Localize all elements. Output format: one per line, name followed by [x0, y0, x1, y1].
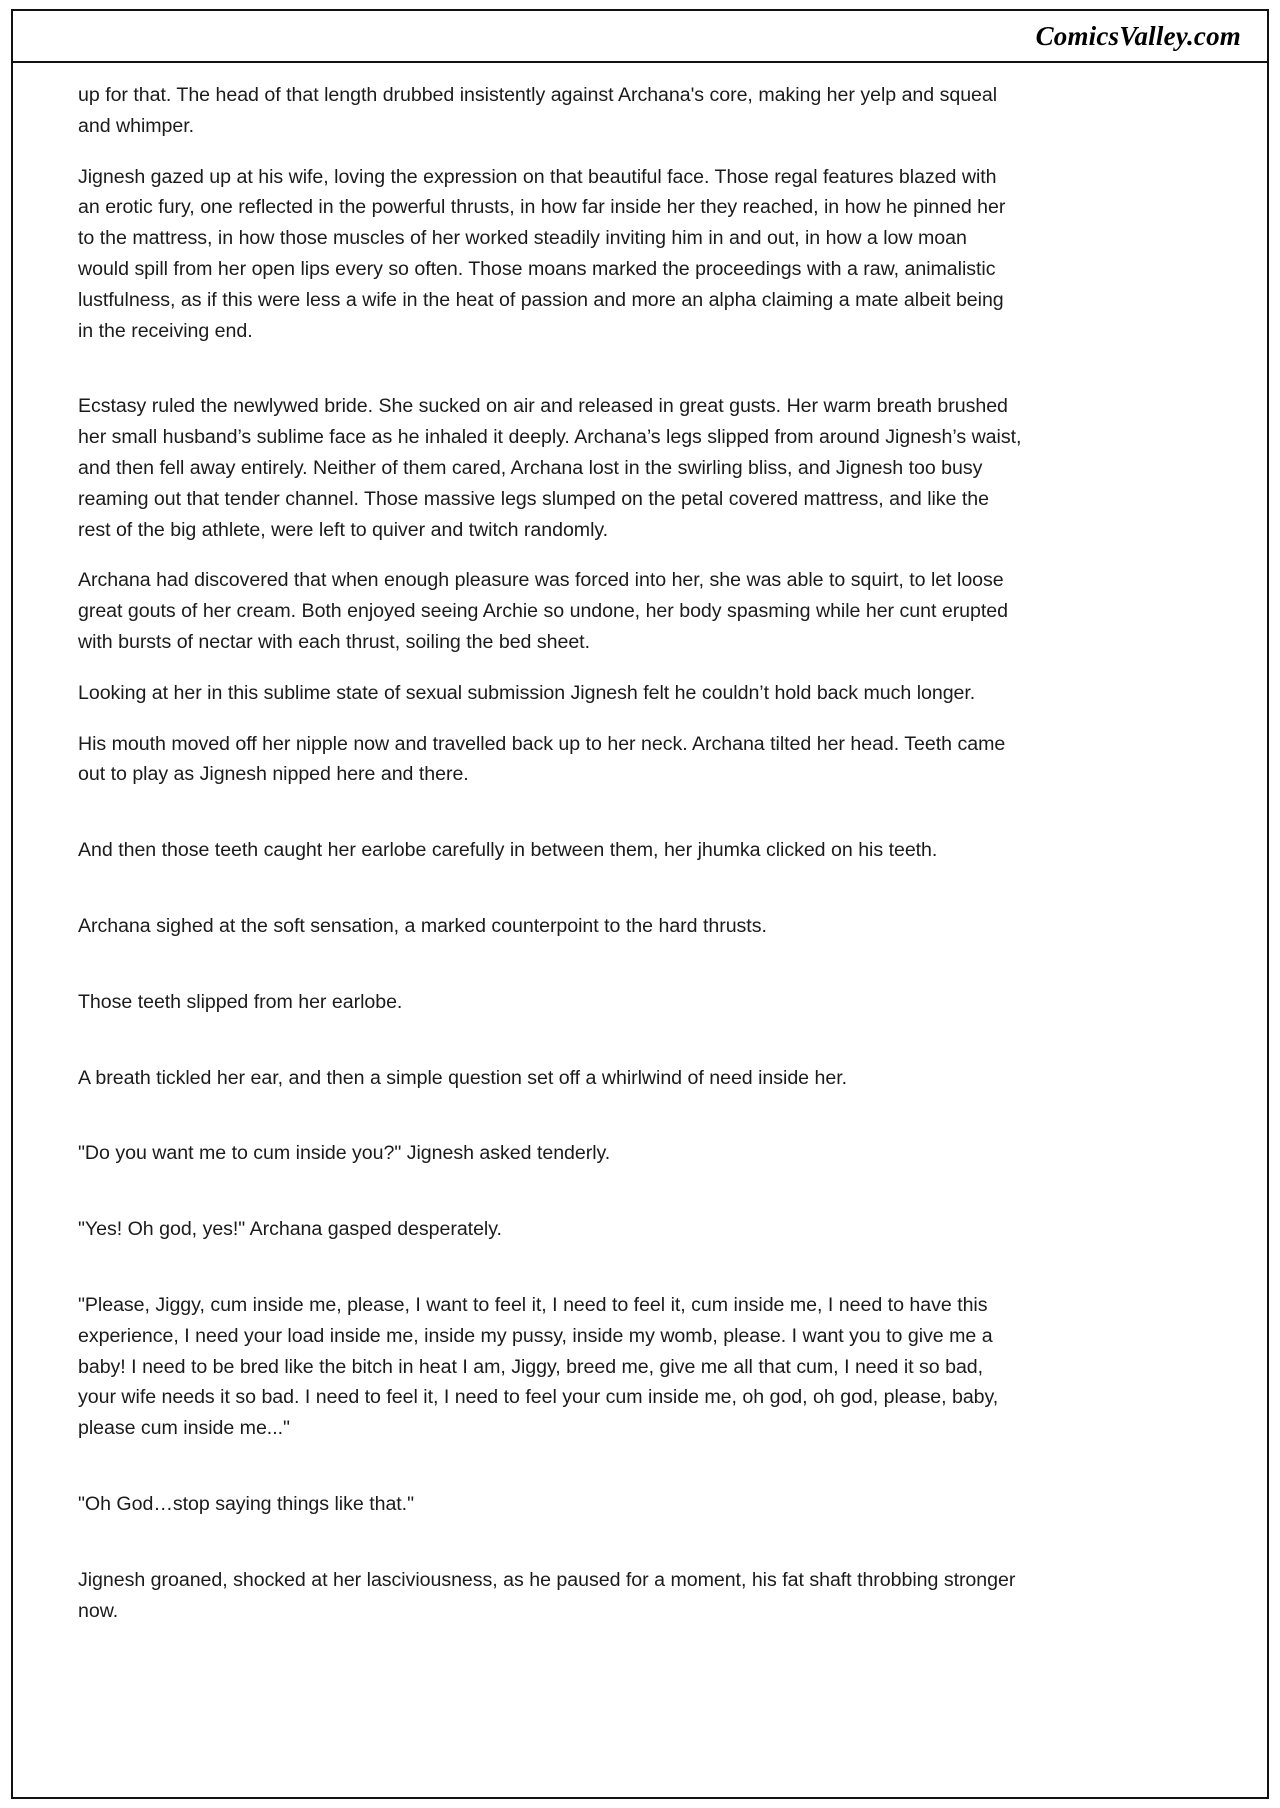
para-10: A breath tickled her ear, and then a simple question set off a whirlwind of need inside her. [78, 1066, 847, 1089]
para-5: Looking at her in this sublime state of sexual submission Jignesh felt he couldn’t hold back much longer. [78, 681, 976, 704]
para-1: up for that. The head of that length drubbed insistently against Archana's core, making her yelp and squeal and whimper. [78, 84, 998, 137]
para-15: Jignesh groaned, shocked at her lasciviousness, as he paused for a moment, his fat shaft throbbing stronger now. [78, 1568, 1016, 1622]
para-6: His mouth moved off her nipple now and travelled back up to her neck. Archana tilted her head. Teeth came out to play as Jignesh nipped here and there. [78, 732, 1006, 786]
para-13: "Please, Jiggy, cum inside me, please, I want to feel it, I need to feel it, cum inside me, I need to have this experience, I need your load inside me, inside my pussy, inside my womb, please. I want you to give me a baby! I need to be bred like the bitch in heat I am, Jiggy, breed me, give me all that cum, I need it so bad, your wife needs it so bad. I need to feel it, I need to feel your cum inside me, oh god, oh god, please, baby, please cum inside me..." [78, 1293, 999, 1440]
para-7: And then those teeth caught her earlobe carefully in between them, her jhumka clicked on his teeth. [78, 839, 938, 862]
para-9: Those teeth slipped from her earlobe. [78, 990, 403, 1013]
para-4: Archana had discovered that when enough pleasure was forced into her, she was able to squirt, to let loose great gouts of her cream. Both enjoyed seeing Archie so undone, her body spasming while her cunt erupted with bursts of nectar with each thrust, soiling the bed sheet. [78, 569, 1008, 653]
document-body [78, 80, 1023, 1626]
para-14: "Oh God…stop saying things like that." [78, 1492, 414, 1515]
para-12: "Yes! Oh god, yes!" Archana gasped desperately. [78, 1218, 502, 1241]
para-8: Archana sighed at the soft sensation, a marked counterpoint to the hard thrusts. [78, 914, 767, 937]
page-masthead [13, 11, 1267, 63]
para-3: Ecstasy ruled the newlywed bride. She sucked on air and released in great gusts. Her warm breath brushed her small husband’s sublime face as he inhaled it deeply. Archana’s legs slipped from around Jignesh’s waist, and then fell away entirely. Neither of them cared, Archana lost in the swirling bliss, and Jignesh too busy reaming out that tender channel. Those massive legs slumped on the petal covered mattress, and like the rest of the big athlete, were left to quiver and twitch randomly. [78, 395, 1022, 541]
site-watermark: ComicsValley.com [1035, 20, 1241, 51]
para-11: "Do you want me to cum inside you?" Jignesh asked tenderly. [78, 1142, 611, 1165]
para-2: Jignesh gazed up at his wife, loving the expression on that beautiful face. Those regal features blazed with an erotic fury, one reflected in the powerful thrusts, in how far inside her they reached, in how he pinned her to the mattress, in how those muscles of her worked steadily inviting him in and out, in how a low moan would spill from her open lips every so often. Those moans marked the proceedings with a raw, animalistic lustfulness, as if this were less a wife in the heat of passion and more an alpha claiming a mate albeit being in the receiving end. [78, 165, 1006, 342]
